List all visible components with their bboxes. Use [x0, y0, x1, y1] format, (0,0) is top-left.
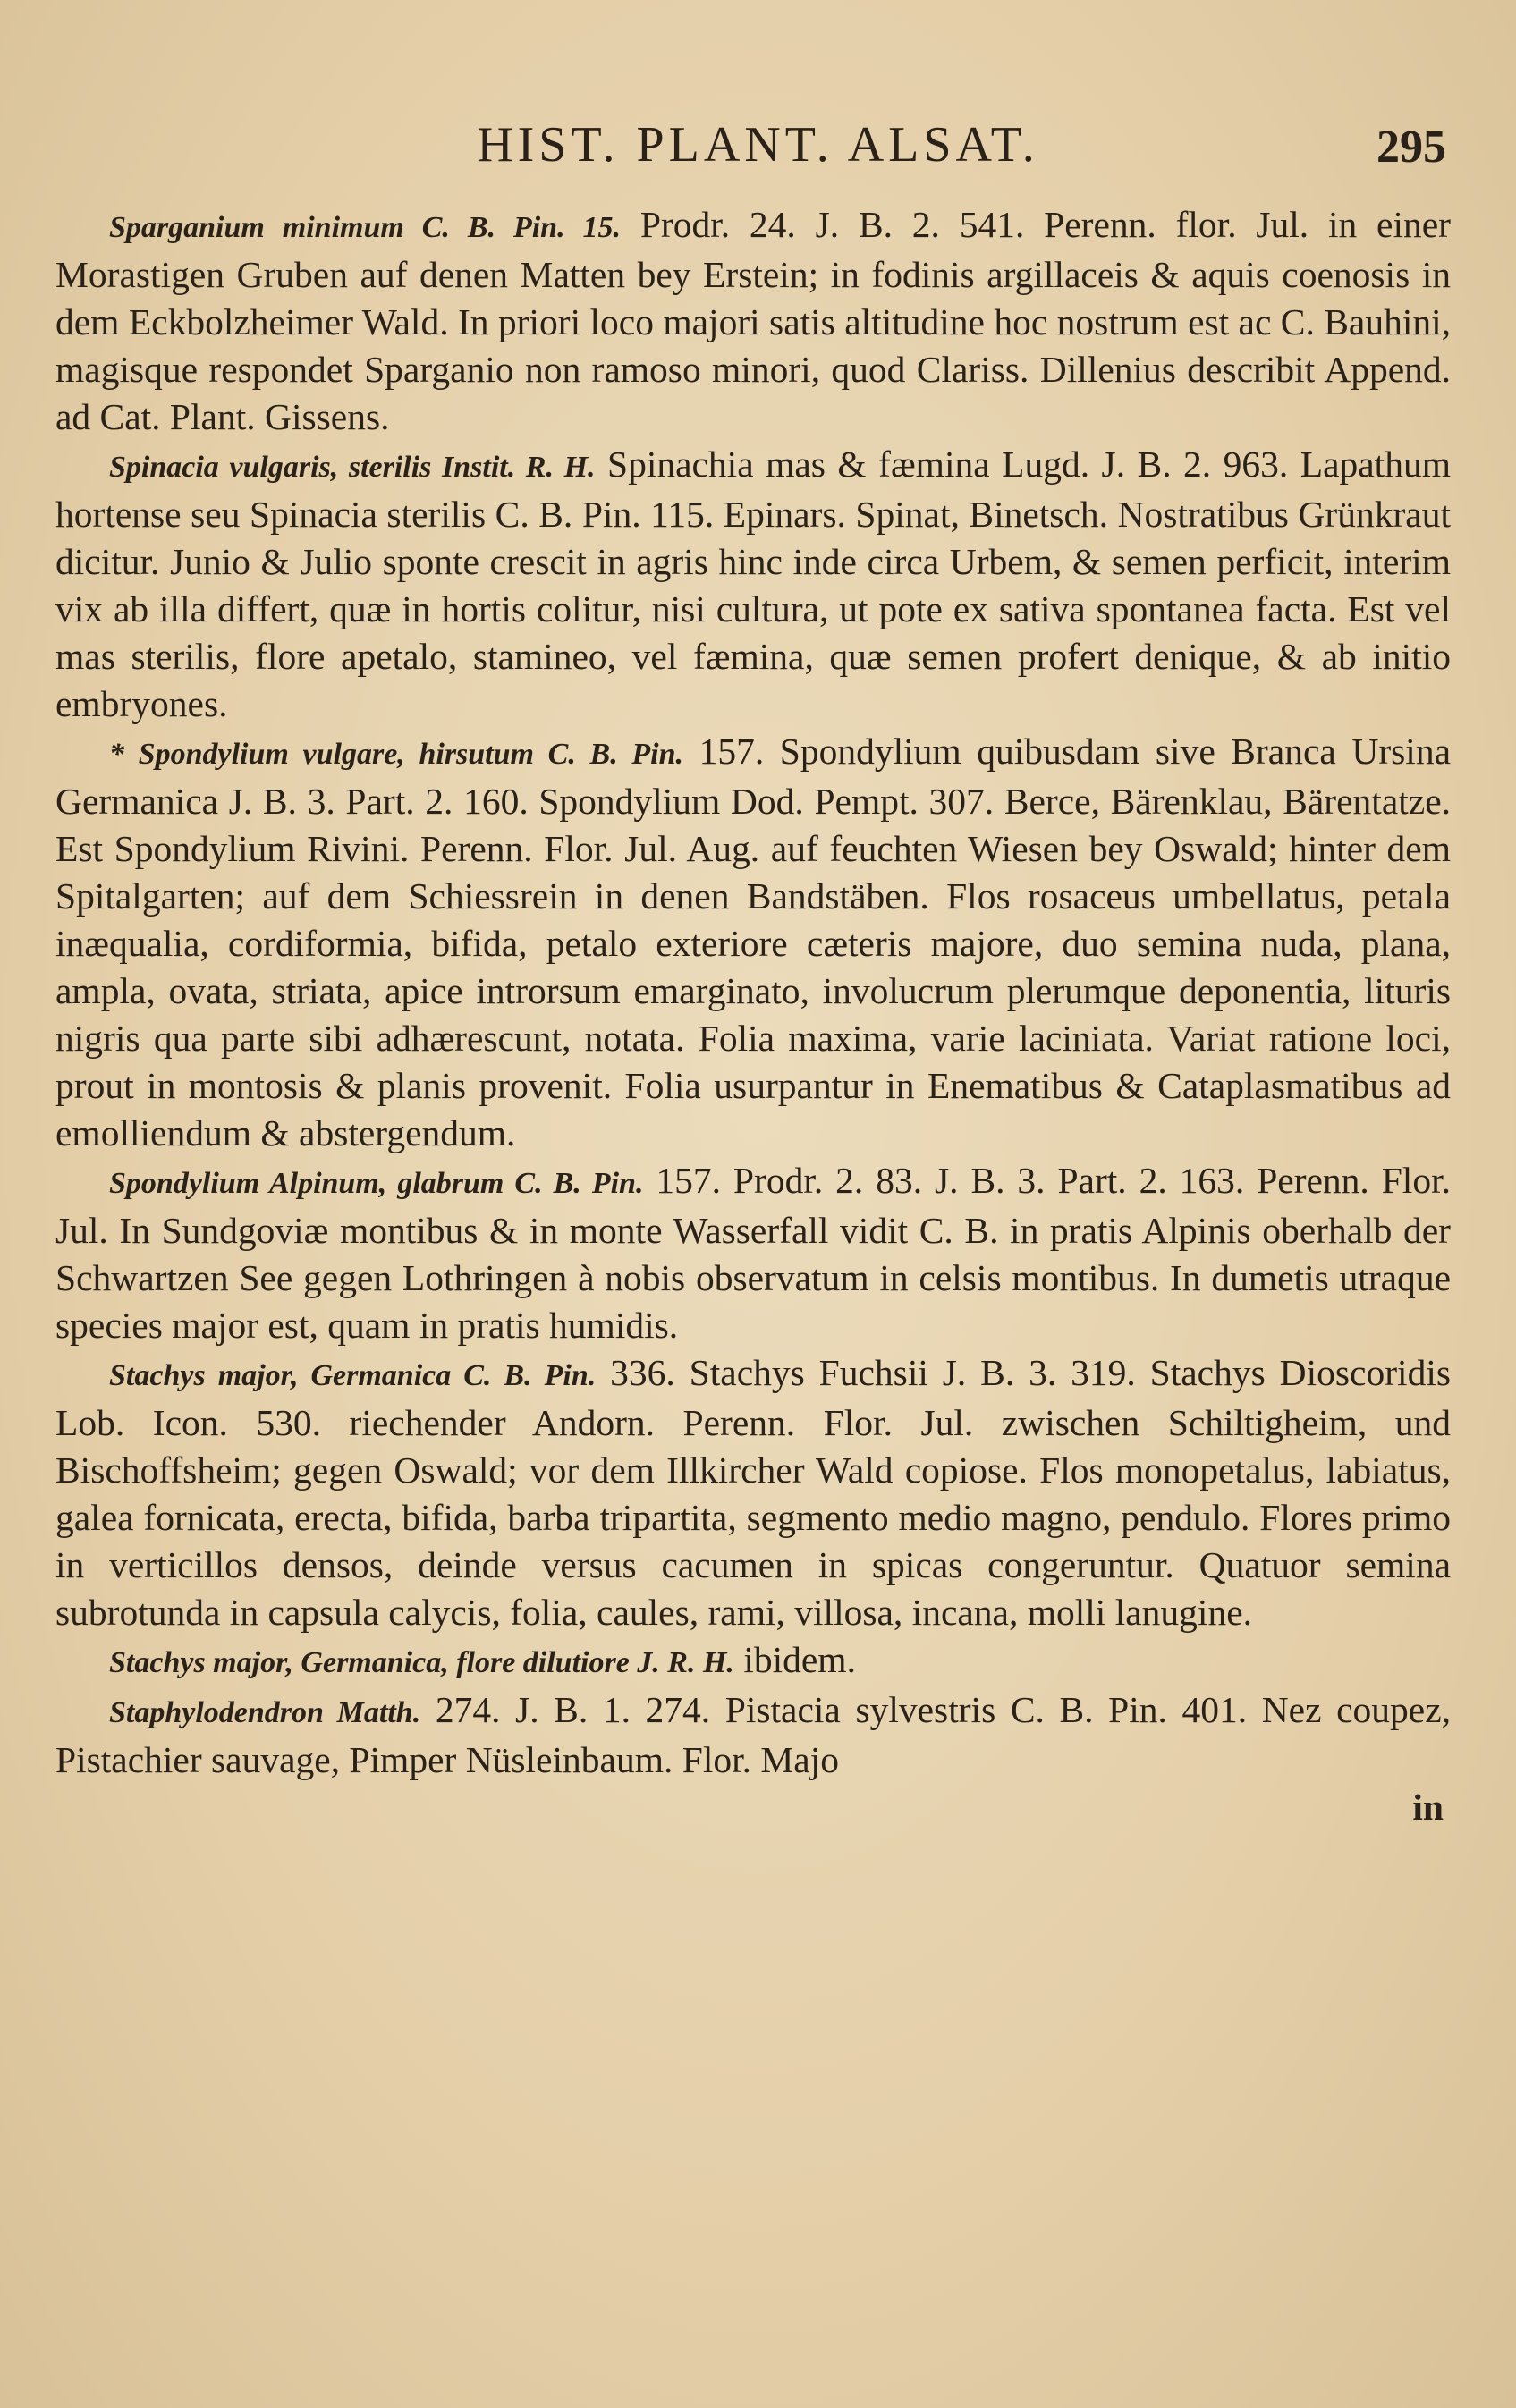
entry-name: Spinacia vulgaris, sterilis Instit. R. H.: [109, 451, 596, 484]
running-head: HIST. PLANT. ALSAT.: [477, 117, 1039, 173]
entry-name: Stachys major, Germanica, flore dilutiore J. R. H.: [109, 1646, 734, 1679]
entry-sparganium: [55, 201, 1451, 441]
entry-text: 336. Stachys Fuchsii J. B. 3. 319. Stachys Dioscoridis Lob. Icon. 530. riechender Andorn. Perenn. Flor. Jul. zwischen Schiltigheim, und Bischoffsheim; gegen Oswald; vor dem Illkircher Wald copiose. Flos monopetalus, labiatus, galea fornicata, erecta, bifida, barba tripartita, segmento medio magno, pendulo. Flores primo in verticillos densos, deinde versus cacumen in spicas congeruntur. Quatuor semina subrotunda in capsula calycis, folia, caules, rami, villosa, incana, molli lanugine.: [55, 1352, 1451, 1633]
entry-name: Staphylodendron Matth.: [109, 1696, 421, 1729]
entry-text: Spinachia mas & fæmina Lugd. J. B. 2. 963. Lapathum hortense seu Spinacia sterilis C. B. Pin. 115. Epinars. Spinat, Binetsch. Nostratibus Grünkraut dicitur. Junio & Julio sponte crescit in agris hinc inde circa Urbem, & semen perficit, interim vix ab illa differt, quæ in hortis colitur, nisi cultura, ut pote ex sativa spontanea facta. Est vel mas sterilis, flore apetalo, stamineo, vel fæmina, quæ semen profert denique, & ab initio embryones.: [55, 444, 1451, 724]
catchword: in: [1412, 1787, 1444, 1828]
entry-staphylodendron: [55, 1686, 1451, 1784]
entry-name: Sparganium minimum C. B. Pin. 15.: [109, 211, 622, 244]
entry-text: Prodr. 24. J. B. 2. 541. Perenn. flor. Jul. in einer Morastigen Gruben auf denen Matten bey Erstein; in fodinis argillaceis & aquis coenosis in dem Eckbolzheimer Wald. In priori loco majori satis altitudine hoc nostrum est ac C. Bauhini, magisque respondet Sparganio non ramoso minori, quod Clariss. Dillenius describit Append. ad Cat. Plant. Gissens.: [55, 204, 1451, 437]
entry-name: * Spondylium vulgare, hirsutum C. B. Pin.: [109, 738, 683, 771]
entry-name: Spondylium Alpinum, glabrum C. B. Pin.: [109, 1167, 644, 1200]
entry-text: ibidem.: [743, 1639, 856, 1680]
entry-text: 157. Prodr. 2. 83. J. B. 3. Part. 2. 163. Perenn. Flor. Jul. In Sundgoviæ montibus & in monte Wasserfall vidit C. B. in pratis Alpinis oberhalb der Schwartzen See gegen Lothringen à nobis observatum in celsis montibus. In dumetis utraque species major est, quam in pratis humidis.: [55, 1160, 1451, 1346]
body-text: [55, 201, 1451, 1831]
entry-spondylium-alpinum: [55, 1157, 1451, 1349]
entry-stachys-dilutiore: [55, 1636, 1451, 1686]
entry-spondylium-vulgare: [55, 728, 1451, 1157]
entry-name: Stachys major, Germanica C. B. Pin.: [109, 1359, 597, 1392]
entry-spinacia: [55, 441, 1451, 728]
entry-text: 274. J. B. 1. 274. Pistacia sylvestris C. B. Pin. 401. Nez coupez, Pistachier sauvage, Pimper Nüsleinbaum. Flor. Majo: [55, 1689, 1451, 1780]
entry-stachys: [55, 1349, 1451, 1636]
page-number: 295: [1376, 122, 1446, 173]
page-header: [54, 112, 1462, 174]
entry-text: 157. Spondylium quibusdam sive Branca Ursina Germanica J. B. 3. Part. 2. 160. Spondylium Dod. Pempt. 307. Berce, Bärenklau, Bärentatze. Est Spondylium Rivini. Perenn. Flor. Jul. Aug. auf feuchten Wiesen bey Oswald; hinter dem Spitalgarten; auf dem Schiessrein in denen Bandstäben. Flos rosaceus umbellatus, petala inæqualia, cordiformia, bifida, petalo exteriore cæteris majore, duo semina nuda, plana, ampla, ovata, striata, apice introrsum emarginato, involucrum plerumque deponentia, lituris nigris qua parte sibi adhærescunt, notata. Folia maxima, varie laciniata. Variat ratione loci, prout in montosis & planis provenit. Folia usurpantur in Enematibus & Cataplasmatibus ad emolliendum & abstergendum.: [55, 731, 1451, 1153]
